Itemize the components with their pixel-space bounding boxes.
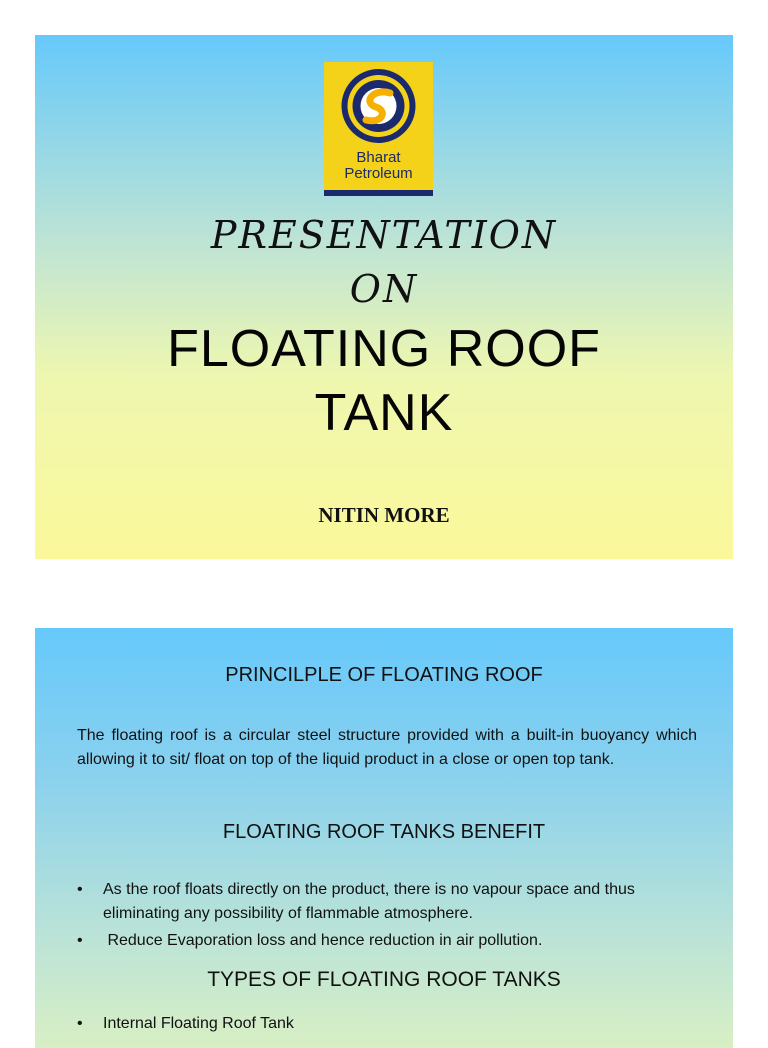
logo-text	[324, 150, 433, 182]
slide-title	[35, 317, 733, 445]
logo-bar	[324, 190, 433, 196]
types-list	[77, 1012, 697, 1040]
list-item-text: Reduce Evaporation loss and hence reduction in air pollution.	[103, 932, 543, 949]
logo-line-1: Bharat	[356, 149, 401, 166]
author-name: NITIN MORE	[318, 503, 450, 527]
bullet-icon: •	[77, 881, 83, 898]
logo-line-2: Petroleum	[344, 165, 413, 182]
slide-title-line-1: FLOATING ROOF	[167, 320, 601, 378]
slide-title-line-2: TANK	[314, 384, 454, 442]
logo-emblem-icon	[324, 62, 433, 152]
presentation-label: PRESENTATION	[210, 213, 558, 257]
types-heading: TYPES OF FLOATING ROOF TANKS	[207, 968, 561, 991]
benefit-heading: FLOATING ROOF TANKS BENEFIT	[222, 821, 546, 843]
on-label: ON	[349, 267, 419, 311]
title-slide	[35, 35, 733, 559]
bullet-icon: •	[77, 1015, 83, 1032]
benefit-list	[77, 878, 697, 957]
principle-heading: PRINCILPLE OF FLOATING ROOF	[225, 664, 543, 686]
list-item	[77, 929, 697, 953]
principle-text: The floating roof is a circular steel structure provided with a built-in buoyancy which allowing it to sit/ float on top of the liquid product in a close or open top tank.	[77, 727, 697, 768]
bharat-petroleum-logo	[324, 62, 433, 196]
list-item-text: Internal Floating Roof Tank	[103, 1015, 294, 1032]
bullet-icon: •	[77, 932, 83, 949]
list-item	[77, 878, 697, 925]
list-item-text: As the roof floats directly on the product, there is no vapour space and thus eliminating any possibility of flammable atmosphere.	[103, 881, 635, 922]
content-slide	[35, 628, 733, 1048]
